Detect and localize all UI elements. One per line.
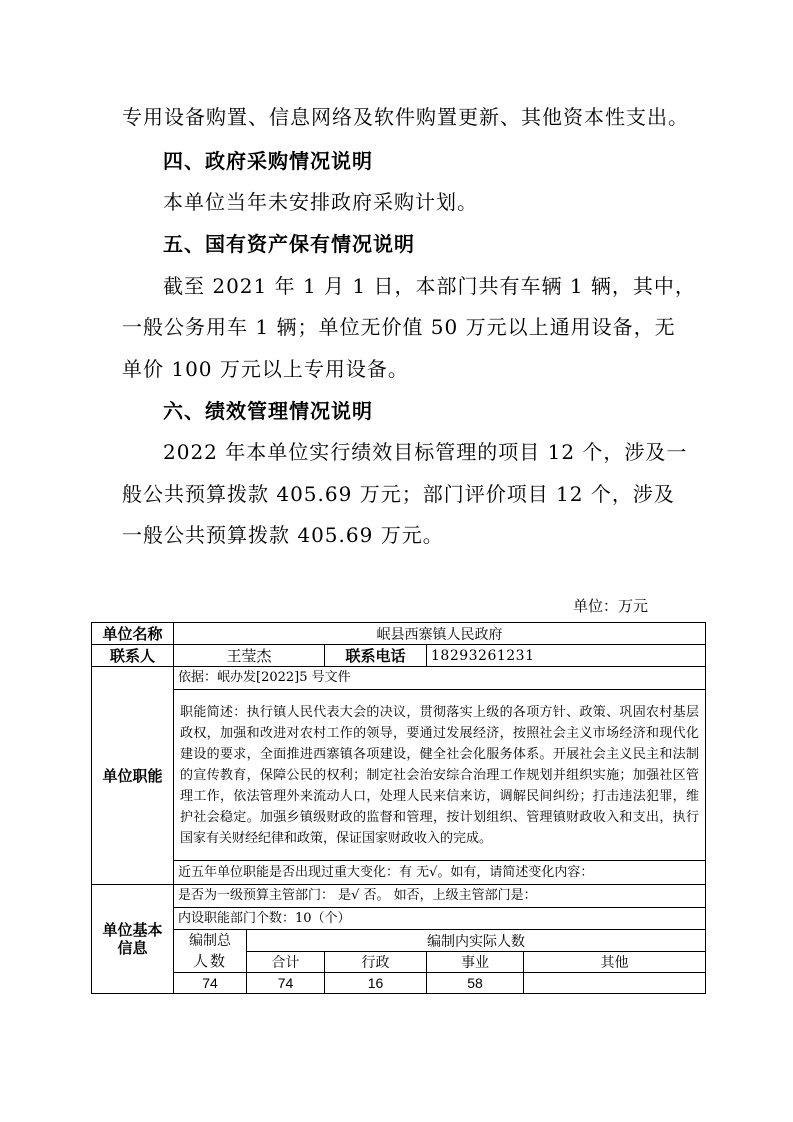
total-value: 74 <box>247 973 325 994</box>
paragraph-line: 单价 100 万元以上专用设备。 <box>122 357 409 381</box>
staff-total-value: 74 <box>174 973 247 994</box>
contact-label: 联系人 <box>92 645 174 667</box>
duty-change: 近五年单位职能是否出现过重大变化：有 无√。如有，请简述变化内容： <box>174 861 706 885</box>
col-total-header: 合计 <box>247 952 325 973</box>
section-heading-assets: 五、国有资产保有情况说明 <box>163 232 415 256</box>
phone-value: 18293261231 <box>427 645 706 667</box>
section-heading-procurement: 四、政府采购情况说明 <box>163 149 373 173</box>
career-value: 58 <box>427 973 524 994</box>
col-other-header: 其他 <box>524 952 706 973</box>
admin-value: 16 <box>325 973 427 994</box>
other-value <box>524 973 706 994</box>
dept-count-info: 内设职能部门个数：10（个） <box>174 908 706 930</box>
paragraph-line: 本单位当年未安排政府采购计划。 <box>163 190 478 214</box>
paragraph-line: 2022 年本单位实行绩效目标管理的项目 12 个，涉及一 <box>163 440 688 464</box>
duty-basis: 依据：岷办发[2022]5 号文件 <box>174 667 706 690</box>
budget-level-info: 是否为一级预算主管部门： 是√ 否。 如否，上级主管部门是： <box>174 885 706 908</box>
paragraph-line: 截至 2021 年 1 月 1 日，本部门共有车辆 1 辆，其中， <box>163 274 696 298</box>
paragraph-line: 专用设备购置、信息网络及软件购置更新、其他资本性支出。 <box>122 105 689 129</box>
basic-info-label <box>92 885 174 994</box>
staff-total-header <box>174 930 247 973</box>
basic-info-label-text: 单位基本信息 <box>102 921 163 957</box>
staff-total-header-line1: 编制总 <box>189 933 231 949</box>
duty-description: 职能简述：执行镇人民代表大会的决议，贯彻落实上级的各项方针、政策、巩固农村基层政权，加强和改进对农村工作的领导，要通过发展经济，按照社会主义市场经济和现代化建设的要求，全面推进西寨镇各项建设，健全社会化服务体系。开展社会主义民主和法制的宣传教育，保障公民的权利；制定社会治安综合治理工作规划并组织实施；加强社区管理工作，依法管理外来流动人口，处理人民来信来访，调解民间纠纷；打击违法犯罪，维护社会稳定。加强乡镇级财政的监督和管理，按计划组织、管理镇财政收入和支出，执行国家有关财经纪律和政策，保证国家财政收入的完成。 <box>174 690 706 861</box>
staff-total-header-line2: 人数 <box>192 952 227 970</box>
phone-label: 联系电话 <box>325 645 427 667</box>
paragraph-line: 一般公务用车 1 辆；单位无价值 50 万元以上通用设备，无 <box>122 315 676 339</box>
unit-duty-label: 单位职能 <box>92 667 174 885</box>
paragraph-line: 一般公共预算拨款 405.69 万元。 <box>122 523 444 547</box>
staff-inner-header: 编制内实际人数 <box>247 930 706 952</box>
col-admin-header: 行政 <box>325 952 427 973</box>
unit-info-table <box>91 622 706 994</box>
section-heading-performance: 六、绩效管理情况说明 <box>163 399 373 423</box>
unit-name-label: 单位名称 <box>92 623 174 645</box>
contact-name-value: 王莹杰 <box>174 645 325 667</box>
col-career-header: 事业 <box>427 952 524 973</box>
paragraph-line: 般公共预算拨款 405.69 万元；部门评价项目 12 个，涉及 <box>122 482 675 506</box>
unit-name-value: 岷县西寨镇人民政府 <box>174 623 706 645</box>
unit-label: 单位：万元 <box>573 597 649 615</box>
